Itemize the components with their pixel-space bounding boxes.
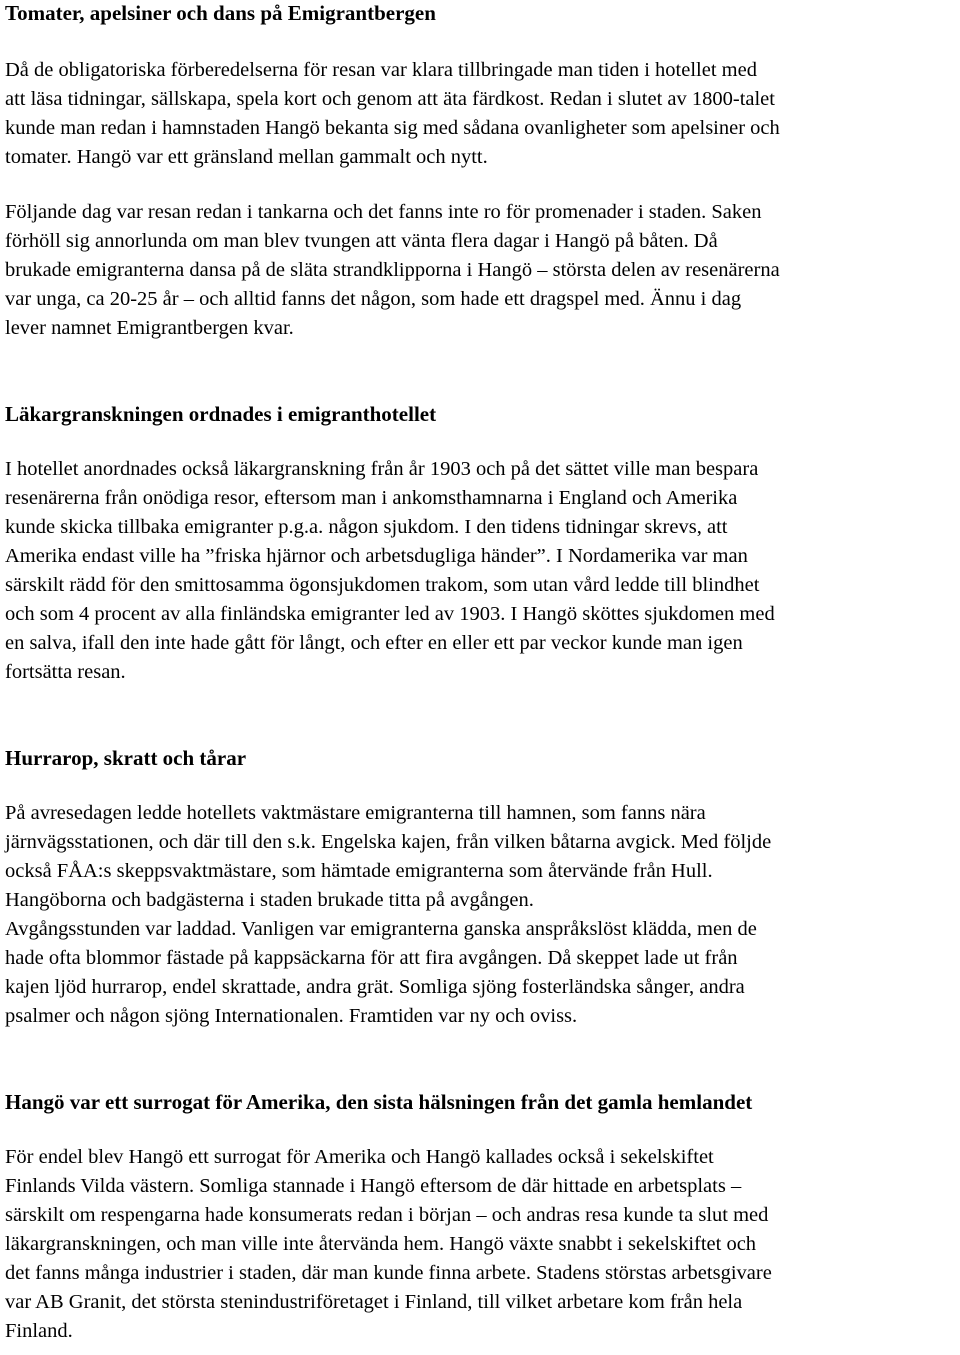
- text-line: det fanns många industrier i staden, där man kunde finna arbete. Stadens störstas arbetsgivare: [5, 1262, 772, 1284]
- text-line: Finlands Vilda västern. Somliga stannade i Hangö eftersom de där hittade en arbetsplats –: [5, 1175, 742, 1197]
- text-line: var unga, ca 20-25 år – och alltid fanns det någon, som hade ett dragspel med. Ännu i dag: [5, 288, 742, 310]
- section-heading-surrogat: Hangö var ett surrogat för Amerika, den sista hälsningen från det gamla hemlandet: [5, 1090, 753, 1114]
- text-line: Då de obligatoriska förberedelserna för resan var klara tillbringade man tiden i hotellet med: [5, 59, 757, 81]
- text-line: förhöll sig annorlunda om man blev tvungen att vänta flera dagar i Hangö på båten. Då: [5, 230, 718, 252]
- text-line: lever namnet Emigrantbergen kvar.: [5, 317, 294, 339]
- text-line: och som 4 procent av alla finländska emigranter led av 1903. I Hangö sköttes sjukdomen med: [5, 603, 775, 625]
- text-line: brukade emigranterna dansa på de släta strandklipporna i Hangö – största delen av resenärerna: [5, 259, 780, 281]
- text-line: Avgångsstunden var laddad. Vanligen var emigranterna ganska anspråkslöst klädda, men de: [5, 918, 757, 940]
- text-line: Följande dag var resan redan i tankarna och det fanns inte ro för promenader i staden. Saken: [5, 201, 762, 223]
- paragraph-lakargranskning: [5, 455, 955, 687]
- text-line: hade ofta blommor fästade på kappsäckarna för att fira avgången. Då skeppet lade ut från: [5, 947, 738, 969]
- text-line: Hangöborna och badgästerna i staden brukade titta på avgången.: [5, 889, 534, 911]
- text-line: kunde man redan i hamnstaden Hangö bekanta sig med sådana ovanligheter som apelsiner och: [5, 117, 780, 139]
- text-line: var AB Granit, det största stenindustriföretaget i Finland, till vilket arbetare kom från hela: [5, 1291, 743, 1313]
- section-heading-tomater: Tomater, apelsiner och dans på Emigrantbergen: [5, 1, 436, 25]
- text-line: Amerika endast ville ha ”friska hjärnor och arbetsdugliga händer”. I Nordamerika var man: [5, 545, 748, 567]
- document-page: [5, 0, 955, 1346]
- text-line: Finland.: [5, 1320, 73, 1342]
- paragraph-fardkost: [5, 56, 955, 172]
- text-line: För endel blev Hangö ett surrogat för Amerika och Hangö kallades också i sekelskiftet: [5, 1146, 714, 1168]
- paragraph-vilda-vastern: [5, 1143, 955, 1346]
- text-line: kajen ljöd hurrarop, endel skrattade, andra grät. Somliga sjöng fosterländska sånger, andra: [5, 976, 745, 998]
- text-line: en salva, ifall den inte hade gått för långt, och efter en eller ett par veckor kunde man igen: [5, 632, 743, 654]
- paragraph-avresedagen: [5, 799, 955, 1031]
- section-heading-hurrarop: Hurrarop, skratt och tårar: [5, 746, 247, 770]
- text-line: fortsätta resan.: [5, 661, 126, 683]
- text-line: tomater. Hangö var ett gränsland mellan gammalt och nytt.: [5, 146, 488, 168]
- text-line: att läsa tidningar, sällskapa, spela kort och genom att äta färdkost. Redan i slutet av 1800-talet: [5, 88, 775, 110]
- text-line: särskilt om respengarna hade konsumerats redan i början – och andras resa kunde ta slut med: [5, 1204, 769, 1226]
- text-line: särskilt rädd för den smittosamma ögonsjukdomen trakom, som utan vård ledde till blindhet: [5, 574, 760, 596]
- text-line: också FÅA:s skeppsvaktmästare, som hämtade emigranterna som återvände från Hull.: [5, 860, 713, 882]
- text-line: På avresedagen ledde hotellets vaktmästare emigranterna till hamnen, som fanns nära: [5, 802, 706, 824]
- section-heading-lakargranskning: Läkargranskningen ordnades i emigranthotellet: [5, 402, 437, 426]
- text-line: resenärerna från onödiga resor, eftersom man i ankomsthamnarna i England och Amerika: [5, 487, 738, 509]
- text-line: psalmer och någon sjöng Internationalen. Framtiden var ny och oviss.: [5, 1005, 578, 1027]
- paragraph-emigrantbergen: [5, 198, 955, 343]
- text-line: kunde skicka tillbaka emigranter p.g.a. någon sjukdom. I den tidens tidningar skrevs, att: [5, 516, 728, 538]
- text-line: järnvägsstationen, och där till den s.k. Engelska kajen, från vilken båtarna avgick. Med följde: [5, 831, 772, 853]
- text-line: I hotellet anordnades också läkargranskning från år 1903 och på det sättet ville man bespara: [5, 458, 759, 480]
- text-line: läkargranskningen, och man ville inte återvända hem. Hangö växte snabbt i sekelskiftet och: [5, 1233, 757, 1255]
